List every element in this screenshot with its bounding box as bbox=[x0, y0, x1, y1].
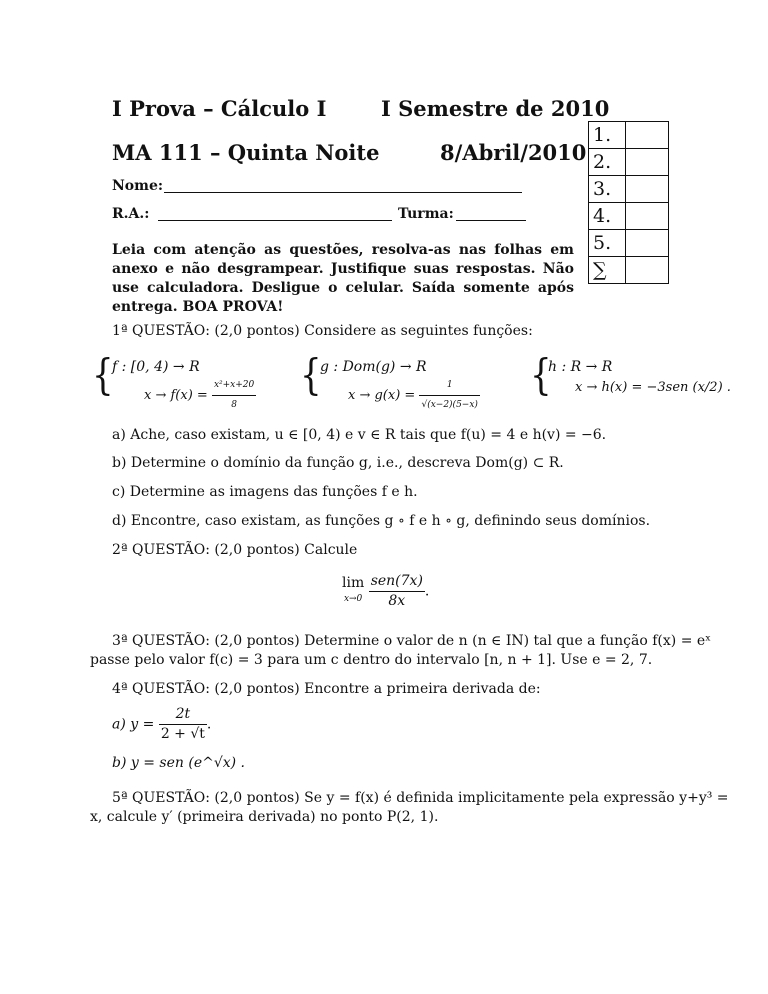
grade-row bbox=[589, 176, 669, 203]
instructions: Leia com atenção as questões, resolva-as nas folhas em anexo e não desgrampear. Justifique suas respostas. Não use calculadora. Desligue o celular. Saída somente após entrega. BOA PROVA! bbox=[112, 242, 574, 315]
h-rule-line: x → h(x) = −3sen (x/2) . bbox=[575, 380, 731, 395]
name-field[interactable] bbox=[164, 192, 522, 193]
q1-function-f bbox=[92, 350, 292, 410]
q3-line2: passe pelo valor f(c) = 3 para um c dentro do intervalo [n, n + 1]. Use e = 2, 7. bbox=[90, 652, 653, 668]
f-rule-line bbox=[144, 376, 256, 415]
grade-row-label: 3. bbox=[589, 176, 626, 203]
grade-row-label: 5. bbox=[589, 230, 626, 257]
grade-box[interactable] bbox=[626, 257, 669, 284]
f-numerator: x²+x+20 bbox=[213, 380, 255, 390]
grade-box[interactable] bbox=[626, 203, 669, 230]
grade-box[interactable] bbox=[626, 149, 669, 176]
grade-box[interactable] bbox=[626, 122, 669, 149]
grade-table bbox=[588, 121, 669, 284]
grade-row bbox=[589, 257, 669, 284]
q3-line1: 3ª QUESTÃO: (2,0 pontos) Determine o valor de n (n ∈ IN) tal que a função f(x) = eˣ bbox=[112, 633, 712, 649]
q1-function-h bbox=[530, 350, 755, 400]
grade-box[interactable] bbox=[626, 176, 669, 203]
grade-row-label: ∑ bbox=[589, 257, 626, 284]
q4-item-a bbox=[112, 705, 211, 745]
q1-item-c: c) Determine as imagens das funções f e h. bbox=[112, 484, 418, 500]
q4-heading: 4ª QUESTÃO: (2,0 pontos) Encontre a primeira derivada de: bbox=[112, 681, 541, 697]
q5-line1: 5ª QUESTÃO: (2,0 pontos) Se y = f(x) é definida implicitamente pela expressão y+y³ = bbox=[112, 790, 729, 806]
g-fraction bbox=[419, 376, 479, 415]
grade-row-label: 4. bbox=[589, 203, 626, 230]
q4a-fraction bbox=[159, 705, 207, 744]
q1-item-b: b) Determine o domínio da função g, i.e., descreva Dom(g) ⊂ R. bbox=[112, 455, 564, 471]
limit-subscript: x→0 bbox=[343, 594, 363, 604]
f-domain-line: f : [0, 4) → R bbox=[112, 359, 200, 375]
turma-field[interactable] bbox=[456, 220, 526, 221]
grade-row-label: 2. bbox=[589, 149, 626, 176]
q2-heading: 2ª QUESTÃO: (2,0 pontos) Calcule bbox=[112, 542, 358, 558]
q4a-denominator: 2 + √t bbox=[160, 726, 205, 742]
q2-numerator: sen(7x) bbox=[370, 573, 423, 589]
course-label: MA 111 – Quinta Noite bbox=[112, 140, 380, 165]
q2-period: . bbox=[424, 583, 430, 600]
limit-label: lim bbox=[342, 575, 365, 591]
q4a-period: . bbox=[206, 716, 212, 733]
grade-row-label: 1. bbox=[589, 122, 626, 149]
name-label: Nome: bbox=[112, 178, 164, 194]
q4a-prefix: a) y = bbox=[112, 716, 155, 733]
q2-fraction bbox=[369, 572, 425, 611]
limit-operator bbox=[342, 574, 364, 609]
grade-box[interactable] bbox=[626, 230, 669, 257]
q4-item-b: b) y = sen (e^√x) . bbox=[112, 755, 246, 771]
grade-row bbox=[589, 203, 669, 230]
exam-title: I Prova – Cálculo I bbox=[112, 96, 327, 121]
g-numerator: 1 bbox=[446, 380, 453, 390]
g-rule-line bbox=[348, 376, 480, 415]
q1-item-d: d) Encontre, caso existam, as funções g ∘ f e h ∘ g, definindo seus domínios. bbox=[112, 513, 651, 529]
g-domain-line: g : Dom(g) → R bbox=[320, 359, 427, 375]
semester-label: I Semestre de 2010 bbox=[381, 96, 610, 121]
f-fraction bbox=[212, 376, 256, 415]
left-brace: { bbox=[530, 350, 552, 400]
g-rule-prefix: x → g(x) = bbox=[348, 388, 416, 403]
q2-limit-expression bbox=[342, 572, 429, 612]
g-denominator: √(x−2)(5−x) bbox=[419, 395, 479, 415]
turma-label: Turma: bbox=[398, 206, 454, 222]
q1-item-a: a) Ache, caso existam, u ∈ [0, 4) e v ∈ R tais que f(u) = 4 e h(v) = −6. bbox=[112, 427, 607, 443]
q5-line2: x, calcule y′ (primeira derivada) no ponto P(2, 1). bbox=[90, 809, 439, 825]
left-brace: { bbox=[92, 350, 114, 400]
q4a-numerator: 2t bbox=[175, 706, 191, 722]
grade-row bbox=[589, 230, 669, 257]
q2-denominator: 8x bbox=[369, 591, 425, 611]
q1-function-g bbox=[300, 350, 520, 410]
f-denominator: 8 bbox=[212, 395, 256, 415]
grade-row bbox=[589, 149, 669, 176]
f-rule-prefix: x → f(x) = bbox=[144, 388, 208, 403]
grade-row bbox=[589, 122, 669, 149]
exam-date: 8/Abril/2010 bbox=[440, 140, 587, 165]
left-brace: { bbox=[300, 350, 322, 400]
ra-field[interactable] bbox=[158, 220, 392, 221]
h-domain-line: h : R → R bbox=[548, 359, 613, 375]
ra-label: R.A.: bbox=[112, 206, 150, 222]
q1-heading: 1ª QUESTÃO: (2,0 pontos) Considere as seguintes funções: bbox=[112, 323, 533, 339]
